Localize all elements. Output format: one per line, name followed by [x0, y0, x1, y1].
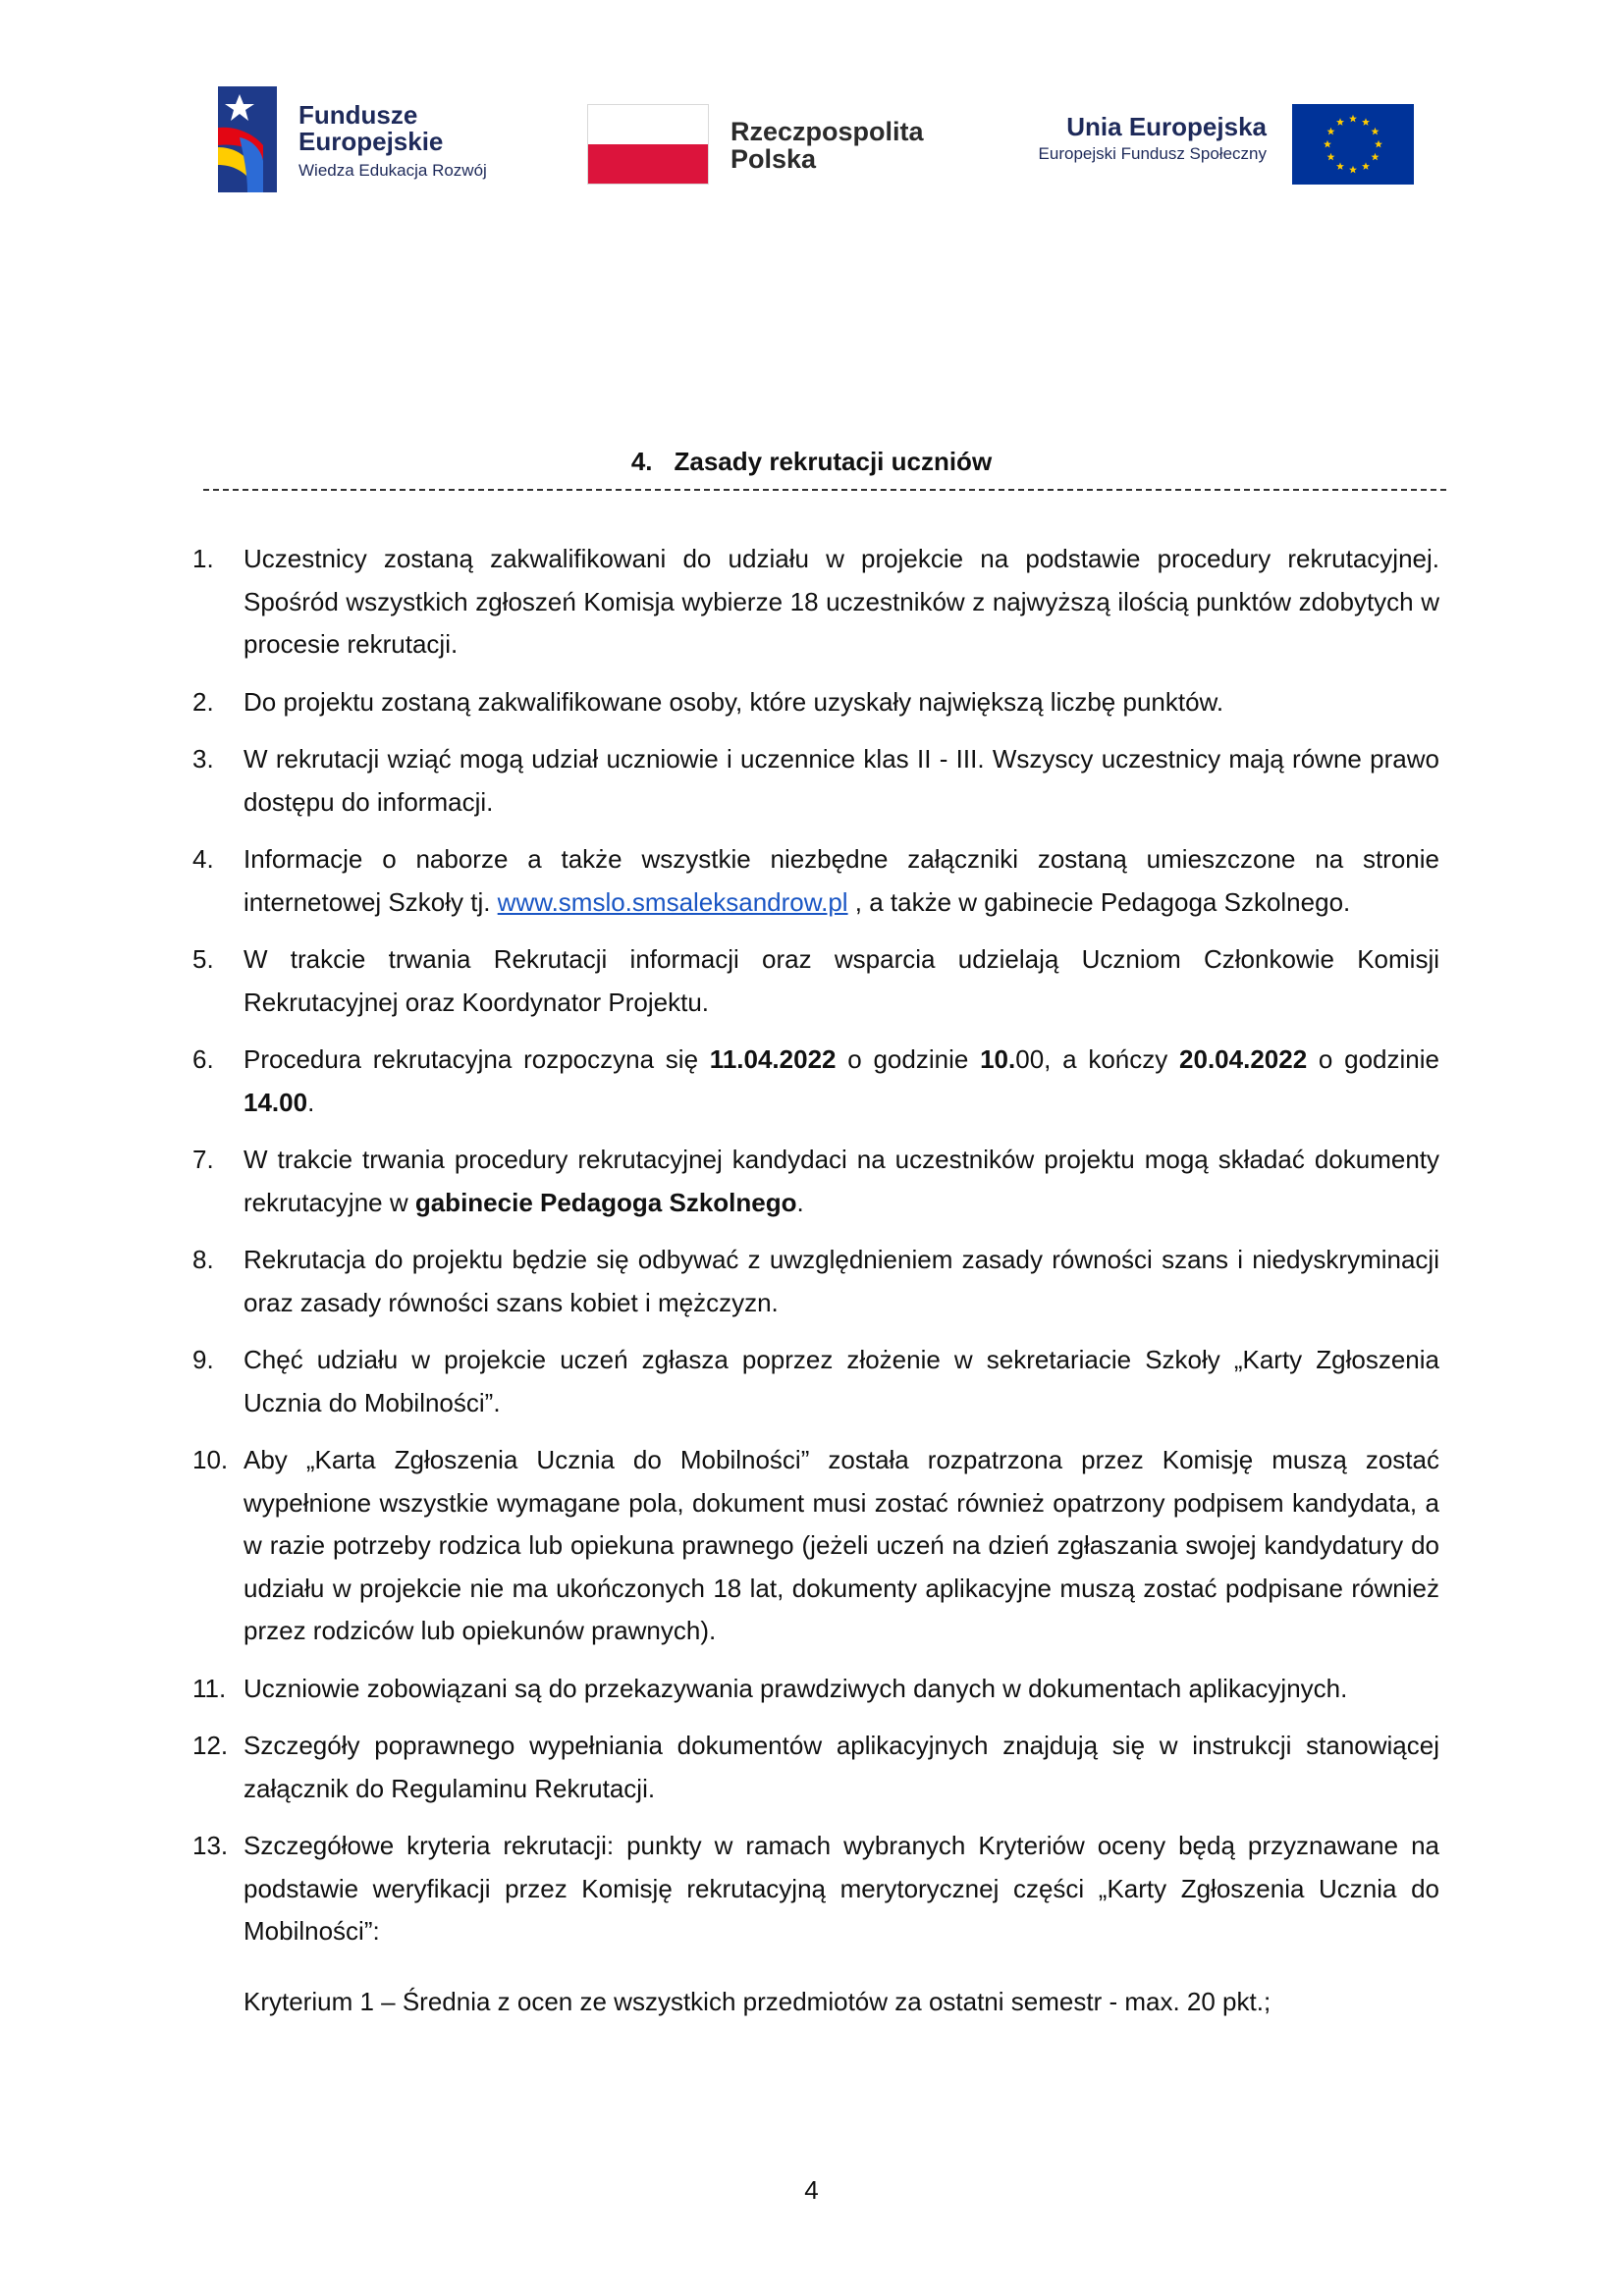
list-item-text: Szczegóły poprawnego wypełniania dokumentów aplikacyjnych znajdują się w instrukcji stanowiącej załącznik do Regulaminu Rekrutacji. — [243, 1731, 1439, 1803]
list-item-text: Informacje o naborze a także wszystkie niezbędne załączniki zostaną umieszczone na stronie internetowej Szkoły tj. — [243, 844, 1439, 917]
list-item-text: W rekrutacji wziąć mogą udział uczniowie i uczennice klas II - III. Wszyscy uczestnicy mają równe prawo dostępu do informacji. — [243, 744, 1439, 817]
polish-flag-icon — [587, 104, 709, 185]
list-item-text: Aby „Karta Zgłoszenia Ucznia do Mobilności” została rozpatrzona przez Komisję muszą zostać wypełnione wszystkie wymagane pola, dokument musi zostać również opatrzony podpisem kandydata, a w razie potrzeby rodzica lub opiekuna prawnego (jeżeli uczeń na dzień zgłaszania swojej kandydatury do udziału w projekcie nie ma ukończonych 18 lat, dokumenty aplikacyjne muszą zostać podpisane również przez rodziców lub opiekunów prawnych). — [243, 1445, 1439, 1645]
list-item-number: 11. — [192, 1673, 227, 1703]
bold-text: 11.04.2022 — [709, 1044, 837, 1074]
list-item-text: Uczestnicy zostaną zakwalifikowani do udziału w projekcie na podstawie procedury rekrutacyjnej. Spośród wszystkich zgłoszeń Komisja wybierze 18 uczestników z najwyższą ilością punktów zdobytych w procesie rekrutacji. — [243, 544, 1439, 659]
list-item — [192, 1825, 1439, 1953]
list-item-text: W trakcie trwania Rekrutacji informacji oraz wsparcia udzielają Uczniom Członkowie Komisji Rekrutacyjnej oraz Koordynator Projektu. — [243, 944, 1439, 1017]
list-item-text: o godzinie — [836, 1044, 981, 1074]
fundusze-europejskie-logo — [218, 86, 513, 194]
section-title — [0, 447, 1623, 477]
list-item-number: 9. — [192, 1345, 214, 1374]
list-item-number: 4. — [192, 844, 214, 874]
list-item-text: Uczniowie zobowiązani są do przekazywania prawdziwych danych w dokumentach aplikacyjnych. — [243, 1673, 1348, 1703]
list-item — [192, 1725, 1439, 1810]
list-item-text: Szczegółowe kryteria rekrutacji: punkty w ramach wybranych Kryteriów oceny będą przyznawane na podstawie weryfikacji przez Komisję rekrutacyjną merytorycznej części „Karty Zgłoszenia Ucznia do Mobilności”: — [243, 1831, 1439, 1946]
rules-list — [192, 538, 1439, 1968]
bold-text: 14.00 — [243, 1087, 308, 1117]
dashed-divider — [203, 489, 1446, 491]
page-number: 4 — [804, 2175, 819, 2205]
list-item — [192, 1139, 1439, 1224]
rzeczpospolita-polska-logo — [587, 104, 960, 187]
list-item — [192, 738, 1439, 824]
rp-logo-line1: Rzeczpospolita — [730, 117, 924, 146]
list-item-text: , a także w gabinecie Pedagoga Szkolnego. — [847, 886, 1351, 917]
list-item — [192, 1039, 1439, 1124]
list-item-number: 3. — [192, 744, 214, 774]
list-item — [192, 838, 1439, 924]
list-item-number: 10. — [192, 1445, 229, 1474]
list-item-text: Rekrutacja do projektu będzie się odbywać z uwzględnieniem zasady równości szans i niedyskryminacji oraz zasady równości szans kobiet i mężczyzn. — [243, 1245, 1439, 1317]
fundusze-europejskie-mark-icon — [218, 86, 277, 192]
list-item-text: . — [307, 1087, 315, 1117]
bold-text: 20.04.2022 — [1179, 1044, 1308, 1074]
list-item-text: Procedura rekrutacyjna rozpoczyna się — [243, 1044, 710, 1074]
list-item-text: Chęć udziału w projekcie uczeń zgłasza poprzez złożenie w sekretariacie Szkoły „Karty Zgłoszenia Ucznia do Mobilności”. — [243, 1345, 1439, 1417]
list-item — [192, 1668, 1439, 1711]
list-item — [192, 1339, 1439, 1424]
list-item-number: 13. — [192, 1831, 229, 1860]
list-item-text: 00, a kończy — [1015, 1044, 1180, 1074]
unia-europejska-logo — [1011, 104, 1414, 185]
section-title-text: Zasady rekrutacji uczniów — [674, 447, 993, 476]
list-item-number: 12. — [192, 1731, 229, 1760]
list-item-number: 7. — [192, 1145, 214, 1174]
list-item — [192, 538, 1439, 667]
list-item — [192, 1239, 1439, 1324]
school-website-link[interactable]: www.smslo.smsaleksandrow.pl — [497, 886, 848, 917]
eu-flag-icon — [1292, 104, 1414, 185]
section-number: 4. — [630, 447, 653, 476]
list-item-number: 8. — [192, 1245, 214, 1274]
list-item-number: 2. — [192, 686, 214, 717]
bold-text: gabinecie Pedagoga Szkolnego — [414, 1187, 797, 1217]
list-item-number: 1. — [192, 544, 214, 573]
list-item — [192, 681, 1439, 724]
list-item-text: o godzinie — [1307, 1044, 1439, 1074]
rp-logo-line2: Polska — [730, 144, 817, 174]
list-item-text: Do projektu zostaną zakwalifikowane osoby, które uzyskały największą liczbę punktów. — [243, 686, 1224, 717]
fe-logo-tagline: Wiedza Edukacja Rozwój — [298, 161, 487, 180]
criterion-1: Kryterium 1 – Średnia z ocen ze wszystkich przedmiotów za ostatni semestr - max. 20 pkt.; — [243, 1987, 1271, 2016]
list-item-number: 6. — [192, 1044, 214, 1074]
list-item — [192, 1439, 1439, 1653]
list-item — [192, 938, 1439, 1024]
ue-logo-text — [1039, 112, 1267, 167]
fe-logo-line2: Europejskie — [298, 127, 444, 156]
ue-logo-subtitle: Europejski Fundusz Społeczny — [1038, 144, 1267, 163]
fundusze-europejskie-text — [298, 102, 487, 185]
fe-logo-line1: Fundusze — [298, 100, 418, 130]
list-item-text: W trakcie trwania procedury rekrutacyjnej kandydaci na uczestników projektu mogą składać dokumenty rekrutacyjne w — [243, 1145, 1439, 1217]
logo-bar — [0, 0, 1623, 216]
ue-logo-title: Unia Europejska — [1066, 112, 1267, 141]
list-item-number: 5. — [192, 944, 214, 974]
rp-logo-text — [730, 118, 924, 173]
list-item-text: . — [796, 1187, 804, 1217]
bold-text: 10. — [980, 1044, 1016, 1074]
